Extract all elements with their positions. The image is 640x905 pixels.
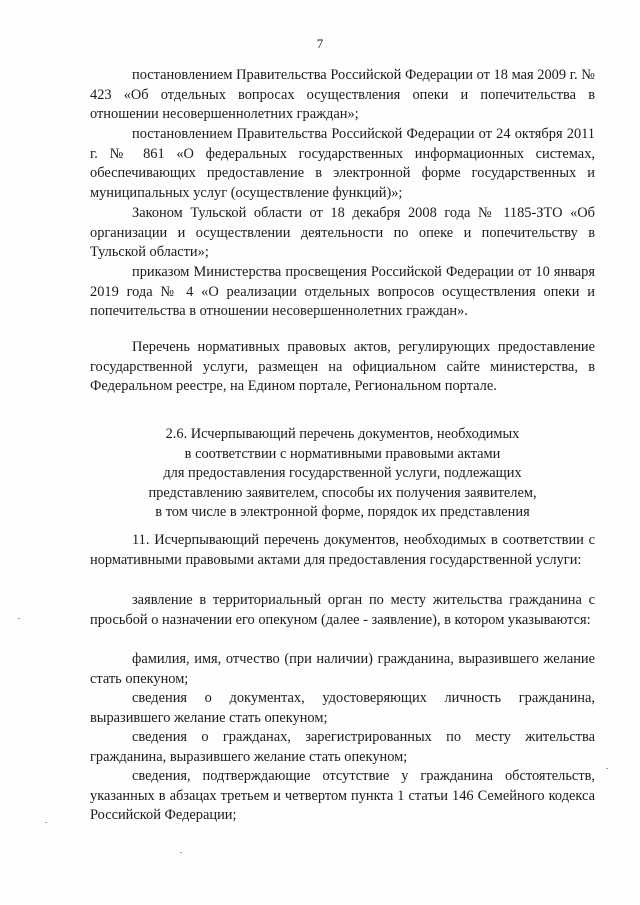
- section-heading-line: в соответствии с нормативными правовыми актами: [184, 445, 501, 462]
- scan-speck: [18, 618, 20, 619]
- paragraph-tula-law: Законом Тульской области от 18 декабря 2008 года № 1185-ЗТО «Об организации и осуществлении деятельности по опеке и попечительству в Тульской области»;: [90, 205, 595, 261]
- paragraph-circumstances: сведения, подтверждающие отсутствие у гражданина обстоятельств, указанных в абзацах третьем и четвертом пункта 1 статьи 146 Семейного кодекса Российской Федерации;: [90, 768, 595, 824]
- scan-speck: [606, 768, 608, 769]
- section-heading-line: для предоставления государственной услуги, подлежащих: [163, 465, 522, 482]
- paragraph-item-11: 11. Исчерпывающий перечень документов, необходимых в соответствии с нормативными правовыми актами для предоставления государственной услуги:: [90, 532, 595, 568]
- section-heading-line: 2.6. Исчерпывающий перечень документов, необходимых: [165, 426, 520, 442]
- section-heading-line: представлению заявителем, способы их получения заявителем,: [148, 484, 537, 501]
- paragraph-registered-citizens: сведения о гражданах, зарегистрированных по месту жительства гражданина, выразившего желание стать опекуном;: [90, 729, 595, 765]
- paragraph-application: заявление в территориальный орган по месту жительства гражданина с просьбой о назначении его опекуном (далее - заявление), в котором указываются:: [90, 592, 595, 628]
- paragraph-ministry-order: приказом Министерства просвещения Российской Федерации от 10 января 2019 года № 4 «О реализации отдельных вопросов осуществления опеки и попечительства в отношении несовершеннолетних граждан».: [90, 264, 595, 320]
- paragraph-full-name: фамилия, имя, отчество (при наличии) гражданина, выразившего желание стать опекуном;: [90, 651, 595, 687]
- paragraph-identity-docs: сведения о документах, удостоверяющих личность гражданина, выразившего желание стать опекуном;: [90, 690, 595, 726]
- paragraph-legal-acts-list: Перечень нормативных правовых актов, регулирующих предоставление государственной услуги, размещен на официальном сайте министерства, в Федеральном реестре, на Едином портале, Региональном портале.: [90, 339, 595, 395]
- paragraph-decree-423: постановлением Правительства Российской Федерации от 18 мая 2009 г. № 423 «Об отдельных вопросах осуществления опеки и попечительства в отношении несовершеннолетних граждан»;: [90, 67, 595, 123]
- section-heading-2-6: [90, 425, 595, 523]
- paragraph-decree-861: постановлением Правительства Российской Федерации от 24 октября 2011 г. № 861 «О федеральных государственных информационных системах, обеспечивающих предоставление в электронной форме государственных и муниципальных услуг (осуществление функций)»;: [90, 126, 595, 201]
- section-heading-line: в том числе в электронной форме, порядок их представления: [155, 504, 530, 521]
- page-number: 7: [316, 36, 324, 51]
- scan-speck: [180, 852, 182, 853]
- scan-speck: [45, 822, 47, 823]
